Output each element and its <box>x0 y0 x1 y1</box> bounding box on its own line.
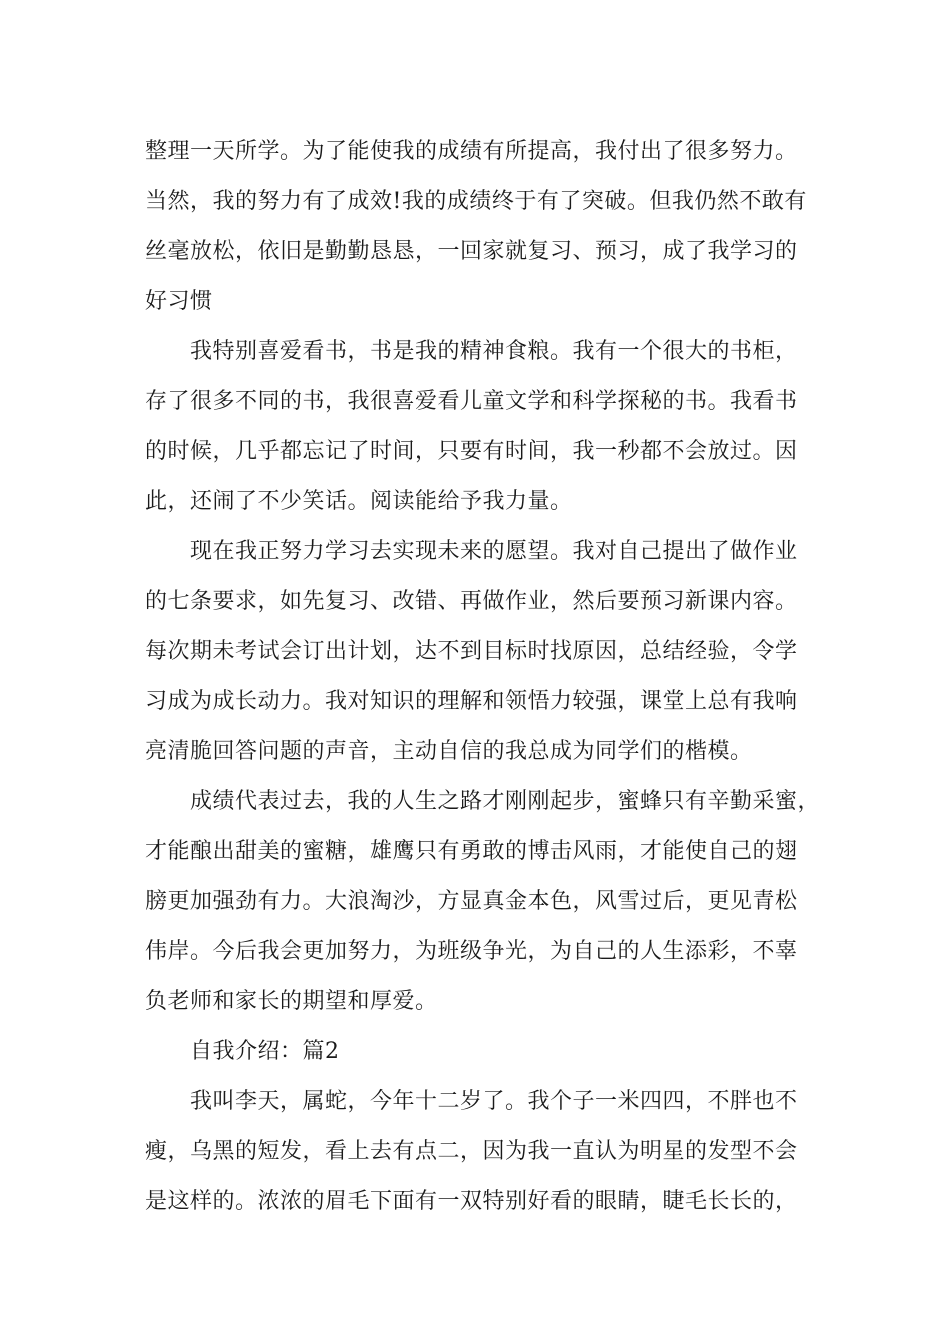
text-line: 此，还闹了不少笑话。阅读能给予我力量。 <box>145 489 573 514</box>
paragraph <box>145 1077 835 1227</box>
paragraph <box>145 127 835 327</box>
text-line: 每次期未考试会订出计划，达不到目标时找原因，总结经验，令学 <box>145 639 798 664</box>
text-line: 成绩代表过去，我的人生之路才刚刚起步，蜜蜂只有辛勤采蜜， <box>190 789 821 814</box>
text-line: 我特别喜爱看书，书是我的精神食粮。我有一个很大的书柜， <box>190 339 798 364</box>
text-line: 我叫李天，属蛇，今年十二岁了。我个子一米四四，不胖也不 <box>190 1089 798 1114</box>
text-line: 的时候，几乎都忘记了时间，只要有时间，我一秒都不会放过。因 <box>145 439 798 464</box>
text-line: 是这样的。浓浓的眉毛下面有一双特别好看的眼睛，睫毛长长的， <box>145 1189 798 1214</box>
text-line: 当然，我的努力有了成效!我的成绩终于有了突破。但我仍然不敢有 <box>145 189 807 214</box>
paragraph <box>145 777 835 1027</box>
text-line: 丝毫放松，依旧是勤勤恳恳，一回家就复习、预习，成了我学习的 <box>145 239 798 264</box>
text-line: 伟岸。今后我会更加努力，为班级争光，为自己的人生添彩，不辜 <box>145 939 798 964</box>
heading-text: 自我介绍：篇2 <box>190 1039 340 1064</box>
text-line: 负老师和家长的期望和厚爱。 <box>145 989 438 1014</box>
text-line: 亮清脆回答问题的声音，主动自信的我总成为同学们的楷模。 <box>145 739 753 764</box>
text-line: 的七条要求，如先复习、改错、再做作业，然后要预习新课内容。 <box>145 589 798 614</box>
paragraph <box>145 527 835 777</box>
text-line: 现在我正努力学习去实现未来的愿望。我对自己提出了做作业 <box>190 539 798 564</box>
text-line: 好习惯 <box>145 289 213 314</box>
text-line: 才能酿出甜美的蜜糖，雄鹰只有勇敢的博击风雨，才能使自己的翅 <box>145 839 798 864</box>
text-line: 瘦，乌黑的短发，看上去有点二，因为我一直认为明星的发型不会 <box>145 1139 798 1164</box>
text-line: 习成为成长动力。我对知识的理解和领悟力较强，课堂上总有我响 <box>145 689 798 714</box>
document-body <box>145 127 835 1227</box>
text-line: 存了很多不同的书，我很喜爱看儿童文学和科学探秘的书。我看书 <box>145 389 798 414</box>
text-line: 整理一天所学。为了能使我的成绩有所提高，我付出了很多努力。 <box>145 139 798 164</box>
text-line: 膀更加强劲有力。大浪淘沙，方显真金本色，风雪过后，更见青松 <box>145 889 798 914</box>
paragraph <box>145 327 835 527</box>
section-heading <box>145 1027 835 1077</box>
